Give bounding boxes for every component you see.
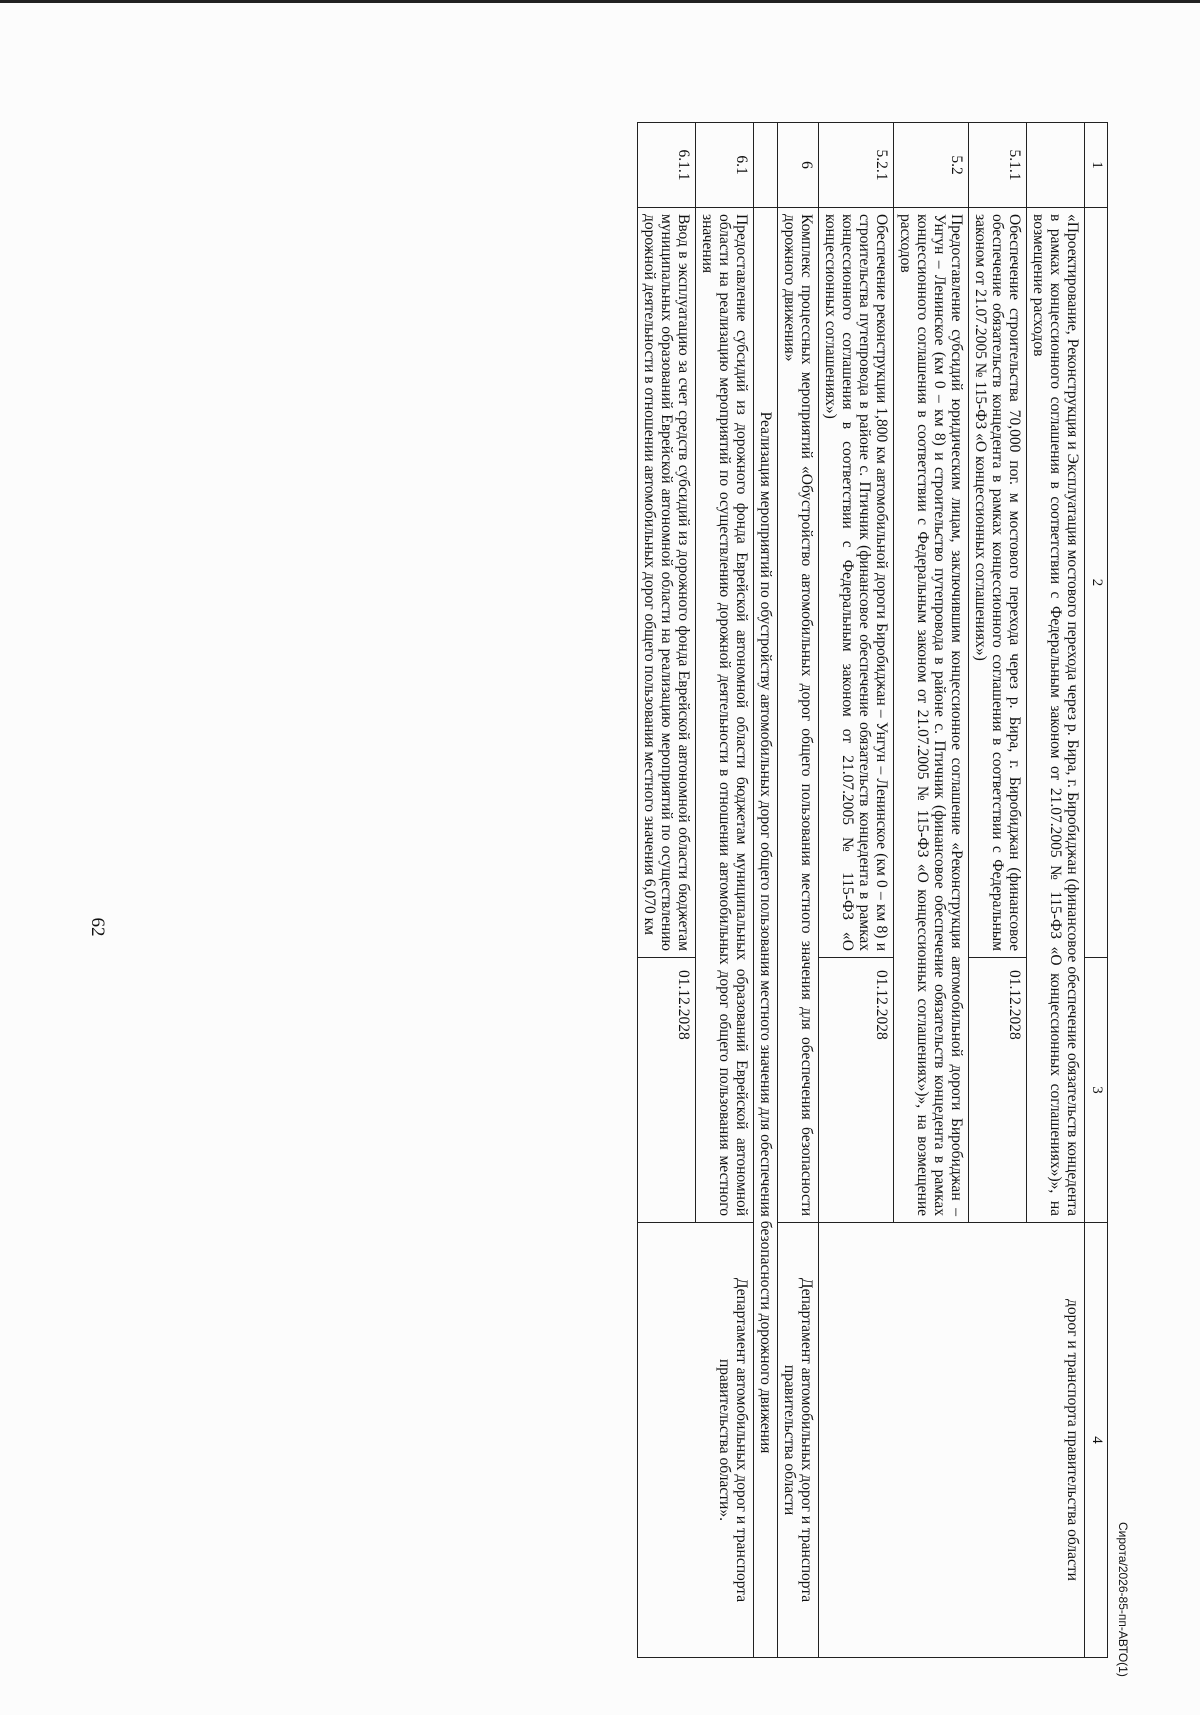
plan-table: [637, 122, 1108, 1658]
scan-edge-line: [0, 0, 1200, 3]
row-date: 01.12.2028: [819, 958, 894, 1223]
row-number: 5.1.1: [969, 123, 1027, 208]
row-description: Предоставление субсидий из дорожного фонда Еврейской автономной области бюджетам муниципальных образований Еврейской автономной области на реализацию мероприятий по осуществлению дорожной деятельности в отношении автомобильных дорог общего пользования местного значения: [696, 208, 754, 1223]
table-row: [696, 123, 754, 1658]
row-date: 01.12.2028: [969, 958, 1027, 1223]
table-header-row: [1085, 123, 1108, 1658]
table-row: [1027, 123, 1085, 1658]
row-responsible: Департамент автомобильных дорог и транспорта правительства области».: [638, 1223, 754, 1658]
row-description: «Проектирование, Реконструкция и Эксплуатация мостового перехода через р. Бира, г. Биробиджан (финансовое обеспечение обязательств концедента в рамках концессионного соглашения в соответствии с Федеральным законом от 21.07.2005 № 115-ФЗ «О концессионных соглашениях»)», на возмещение расходов: [1027, 208, 1085, 1223]
table-row: [778, 123, 819, 1658]
header-col-3: 3: [1085, 958, 1108, 1223]
row-description: Ввод в эксплуатацию за счет средств субсидий из дорожного фонда Еврейской автономной области бюджетам муниципальных образований Еврейской автономной области на реализацию мероприятий по осуществлению дорожной деятельности в отношении автомобильных дорог общего пользования местного значения 6,070 км: [638, 208, 696, 958]
row-description: Обеспечение строительства 70,000 пог. м мостового перехода через р. Бира, г. Биробиджан (финансовое обеспечение обязательств концедента в рамках концессионного соглашения в соответствии с Федеральным законом от 21.07.2005 № 115-ФЗ «О концессионных соглашениях»): [969, 208, 1027, 958]
row-number: 6.1: [696, 123, 754, 208]
row-number: 6: [778, 123, 819, 208]
row-number: 5.2.1: [819, 123, 894, 208]
row-description: Обеспечение реконструкции 1,800 км автомобильной дороги Биробиджан – Унгун – Ленинское (км 0 – км 8) и строительства путепровода в районе с. Птичник (финансовое обеспечение обязательств концедента в рамках концессионного соглашения в соответствии с Федеральным законом от 21.07.2005 № 115-ФЗ «О концессионных соглашениях»): [819, 208, 894, 958]
row-date: 01.12.2028: [638, 958, 696, 1223]
section-span-text: Реализация мероприятий по обустройству автомобильных дорог общего пользования местного значения для обеспечения безопасности дорожного движения: [754, 208, 778, 1658]
header-col-2: 2: [1085, 208, 1108, 958]
row-number: 6.1.1: [638, 123, 696, 208]
header-col-1: 1: [1085, 123, 1108, 208]
row-number: 5.2: [894, 123, 969, 208]
footer-reference: Сирота/2026-85-пп-АВТО(1): [1116, 1522, 1130, 1677]
rotated-content: [87, 122, 1130, 1677]
row-description: Предоставление субсидий юридическим лицам, заключившим концессионное соглашение «Реконструкция автомобильной дороги Биробиджан – Унгун – Ленинское (км 0 – км 8) и строительство путепровода в районе с. Птичник (финансовое обеспечение обязательств концедента в рамках концессионного соглашения в соответствии с Федеральным законом от 21.07.2005 № 115-ФЗ «О концессионных соглашениях»)», на возмещение расходов: [894, 208, 969, 1223]
section-span-row: [754, 123, 778, 1658]
row-description: Комплекс процессных мероприятий «Обустройство автомобильных дорог общего пользования местного значения для обеспечения безопасности дорожного движения»: [778, 208, 819, 1223]
page-number: 62: [87, 917, 108, 937]
row-responsible: Департамент автомобильных дорог и транспорта правительства области: [778, 1223, 819, 1658]
row-responsible: дорог и транспорта правительства области: [819, 1223, 1085, 1658]
header-col-4: 4: [1085, 1223, 1108, 1658]
row-number: [1027, 123, 1085, 208]
